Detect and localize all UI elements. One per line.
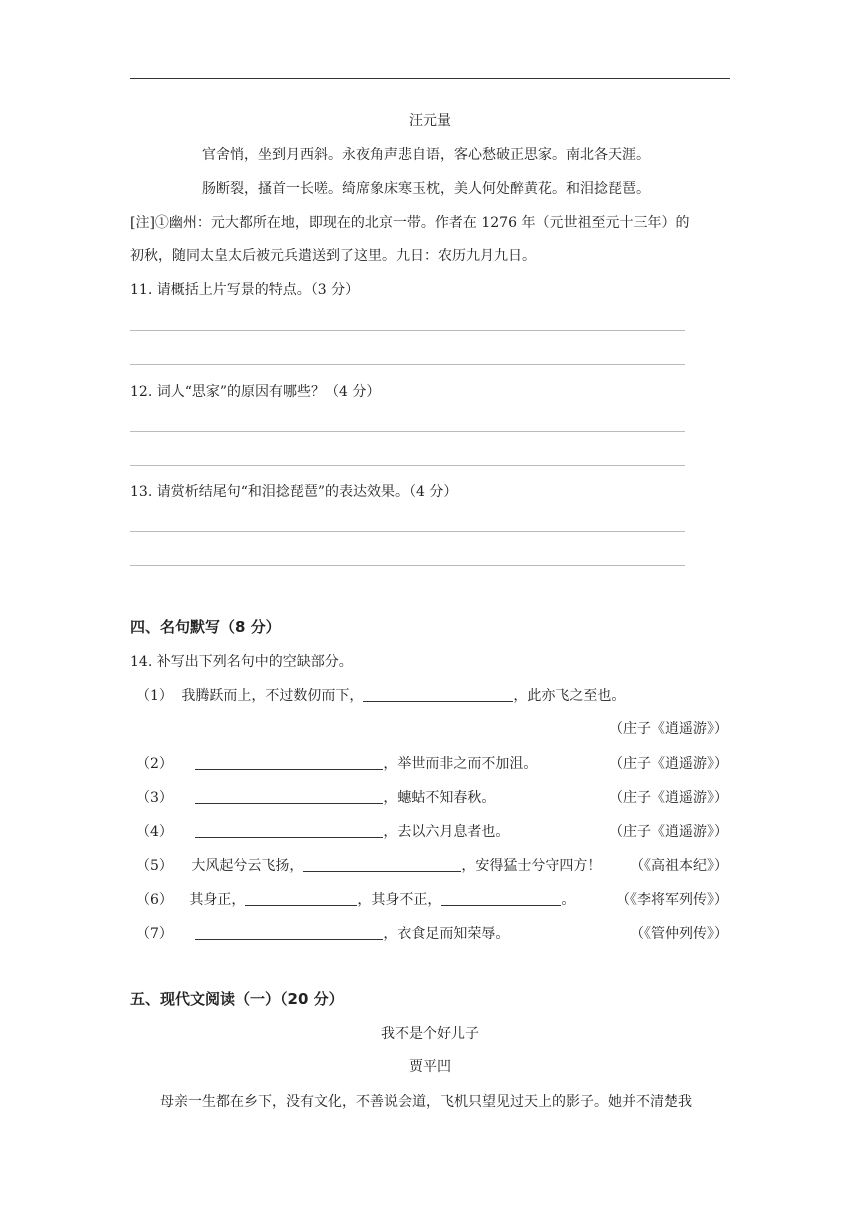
- article-author: 贾平凹: [409, 1059, 451, 1075]
- item-text: ，衣食足而知荣辱。: [383, 926, 510, 942]
- poem-line-1: 官舍悄，坐到月西斜。永夜角声悲自语，客心愁破正思家。南北各天涯。: [202, 147, 650, 163]
- poem-author: 汪元量: [409, 113, 451, 129]
- item-7-source: （《管仲列传》）: [630, 926, 728, 942]
- poem-line-2: 肠断裂，搔首一长嗟。绮席象床寒玉枕，美人何处醉黄花。和泪捻琵琶。: [202, 181, 650, 197]
- item-text: 我腾跃而上，不过数仞而下，: [181, 688, 364, 704]
- item-number: （6）: [136, 892, 173, 908]
- item-number: （3）: [136, 790, 173, 806]
- question-12: 12. 词人“思家”的原因有哪些？（4 分）: [130, 384, 381, 400]
- item-4: [136, 822, 509, 842]
- item-text: 大风起兮云飞扬，: [191, 858, 304, 874]
- item-number: （1）: [136, 688, 173, 704]
- item-text: ，去以六月息者也。: [383, 824, 510, 840]
- item-3: [136, 788, 495, 808]
- fill-blank[interactable]: [441, 891, 561, 906]
- item-1-source: （庄子《逍遥游》）: [609, 721, 728, 737]
- answer-line[interactable]: [130, 531, 685, 532]
- fill-blank[interactable]: [303, 857, 461, 872]
- answer-line[interactable]: [130, 364, 685, 365]
- answer-line[interactable]: [130, 565, 685, 566]
- section-5-heading: 五、现代文阅读（一）（20 分）: [130, 990, 344, 1008]
- item-2: [136, 754, 537, 774]
- fill-blank[interactable]: [363, 687, 513, 702]
- poem-note-line-2: 初秋，随同太皇太后被元兵遣送到了这里。九日：农历九月九日。: [130, 248, 536, 264]
- question-13: 13. 请赏析结尾句“和泪捻琵琶”的表达效果。（4 分）: [130, 484, 458, 500]
- question-11: 11. 请概括上片写景的特点。（3 分）: [130, 282, 360, 298]
- item-number: （4）: [136, 824, 173, 840]
- item-text: ，蟪蛄不知春秋。: [383, 790, 496, 806]
- item-text: 。: [561, 892, 576, 908]
- item-text: ，举世而非之而不加沮。: [383, 756, 538, 772]
- item-6-source: （《李将军列传》）: [616, 892, 728, 908]
- item-3-source: （庄子《逍遥游》）: [609, 790, 728, 806]
- item-5-source: （《高祖本纪》）: [630, 858, 728, 874]
- item-number: （7）: [136, 926, 173, 942]
- item-2-source: （庄子《逍遥游》）: [609, 756, 728, 772]
- item-number: （5）: [136, 858, 173, 874]
- fill-blank[interactable]: [245, 891, 357, 906]
- fill-blank[interactable]: [195, 925, 383, 940]
- item-text: 其身正，: [189, 892, 246, 908]
- item-number: （2）: [136, 756, 173, 772]
- poem-note-line-1: [注]①幽州：元大都所在地，即现在的北京一带。作者在 1276 年（元世祖至元十三年）的: [130, 215, 690, 231]
- item-4-source: （庄子《逍遥游》）: [609, 824, 728, 840]
- article-paragraph-1: 母亲一生都在乡下，没有文化，不善说会道，飞机只望见过天上的影子。她并不清楚我: [160, 1094, 692, 1110]
- header-rule: [130, 78, 730, 79]
- answer-line[interactable]: [130, 431, 685, 432]
- item-text: ，安得猛士兮守四方！: [461, 858, 602, 874]
- section-4-heading: 四、名句默写（8 分）: [130, 618, 281, 636]
- item-1: [136, 686, 625, 706]
- article-title: 我不是个好儿子: [381, 1026, 479, 1042]
- fill-blank[interactable]: [195, 755, 383, 770]
- question-14-intro: 14. 补写出下列名句中的空缺部分。: [130, 654, 353, 670]
- fill-blank[interactable]: [195, 823, 383, 838]
- item-5: [136, 856, 601, 876]
- fill-blank[interactable]: [195, 789, 383, 804]
- item-text: ，其身不正，: [357, 892, 442, 908]
- item-7: [136, 924, 509, 944]
- item-text: ，此亦飞之至也。: [513, 688, 626, 704]
- item-6: [136, 890, 575, 910]
- answer-line[interactable]: [130, 330, 685, 331]
- answer-line[interactable]: [130, 465, 685, 466]
